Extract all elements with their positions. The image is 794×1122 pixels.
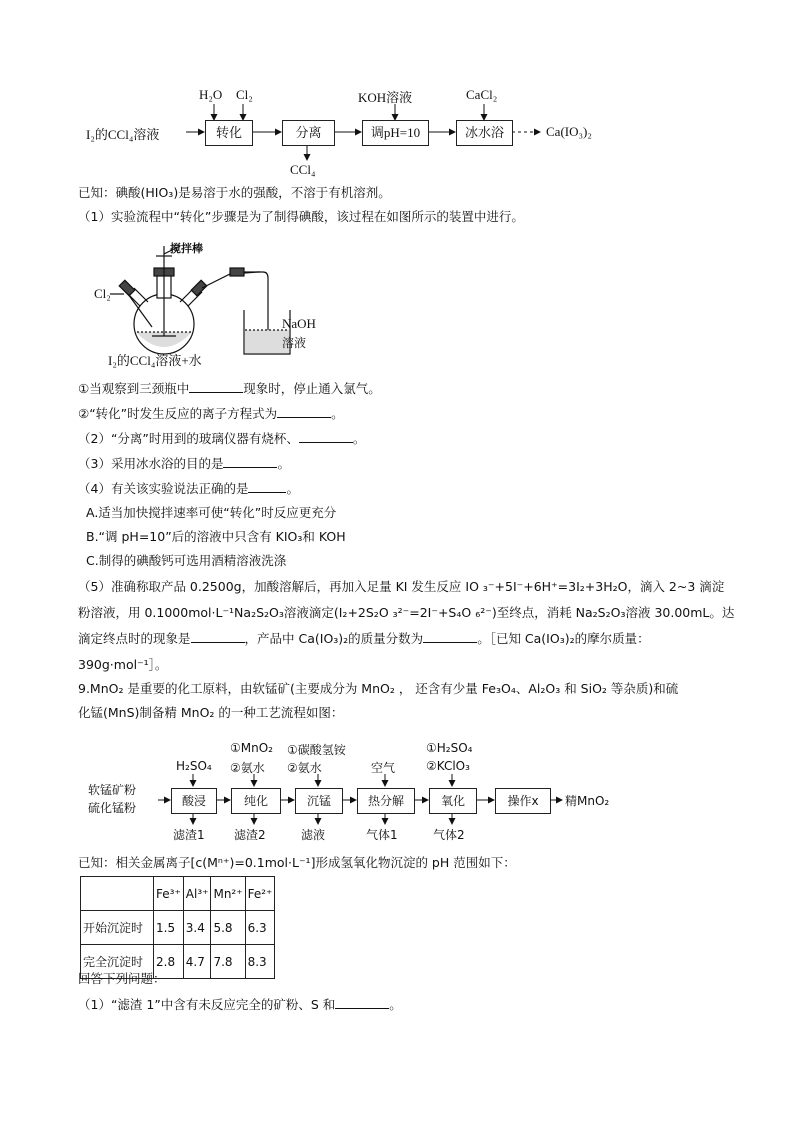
question-5-line1: （5）准确称取产品 0.2500g，加酸溶解后，再加入足量 KI 发生反应 IO ₃⁻+5I⁻+6H⁺=3I₂+3H₂O，滴入 2~3 滴淀 <box>78 579 725 594</box>
table-header-row <box>81 877 275 911</box>
table-cell: 7.8 <box>211 945 245 979</box>
known-note-1: 已知：碘酸(HIO₃)是易溶于水的强酸，不溶于有机溶剂。 <box>78 185 391 200</box>
question-5-line3: 滴定终点时的现象是 ，产品中 Ca(IO₃)₂的质量分数为 。［已知 Ca(IO₃)₂的摩尔质量： <box>78 631 650 646</box>
question-5-line2: 粉溶液，用 0.1000mol·L⁻¹Na₂S₂O₃溶液滴定(I₂+2S₂O ₃²⁻=2I⁻+S₄O ₆²⁻)至终点，消耗 Na₂S₂O₃溶液 30.00mL。达 <box>78 605 735 620</box>
problem-9-line1: 9.MnO₂ 是重要的化工原料，由软锰矿(主要成分为 MnO₂ ， 还含有少量 Fe₃O₄、Al₂O₃ 和 SiO₂ 等杂质)和硫 <box>78 681 679 696</box>
naoh-solution-label: 溶液 <box>282 336 307 350</box>
table-cell: 1.5 <box>154 911 184 945</box>
flow1-step-icebath: 冰水浴 <box>456 120 513 146</box>
answer-blank[interactable] <box>299 430 353 443</box>
question-1-1: ①当观察到三颈瓶中 现象时，停止通入氯气。 <box>78 381 381 396</box>
flow1-input-cl2: Cl₂ <box>236 87 253 102</box>
question-5-line4: 390g·mol⁻¹］。 <box>78 657 168 672</box>
question-3: （3）采用冰水浴的目的是 。 <box>78 456 290 471</box>
flow2-in-precip-2: ②氨水 <box>287 761 322 775</box>
answer-blank[interactable] <box>423 630 477 643</box>
flow2-in-purify-1: ①MnO₂ <box>230 741 273 755</box>
question-9-1: （1）“滤渣 1”中含有未反应完全的矿粉、S 和 。 <box>78 997 402 1012</box>
flow2-in-oxidize-2: ②KClO₃ <box>426 759 470 773</box>
chlorine-label: Cl₂ <box>94 286 111 301</box>
table-cell: 2.8 <box>154 945 184 979</box>
flow1-product: Ca(IO₃)₂ <box>546 124 592 139</box>
question-1: （1）实验流程中“转化”步骤是为了制得碘酸，该过程在如图所示的装置中进行。 <box>78 209 524 224</box>
question-2: （2）“分离”时用到的玻璃仪器有烧杯、 。 <box>78 431 366 446</box>
answer-blank[interactable] <box>248 480 286 493</box>
option-b: B.“调 pH=10”后的溶液中只含有 KIO₃和 KOH <box>86 529 346 544</box>
naoh-label: NaOH <box>282 316 316 331</box>
flow2-out-residue1: 滤渣1 <box>173 828 205 842</box>
option-c: C.制得的碘酸钙可选用酒精溶液洗涤 <box>86 553 287 568</box>
flow2-in-precip-1: ①碳酸氢铵 <box>287 743 346 757</box>
stirrer-label: 搅拌棒 <box>170 242 203 255</box>
flow2-step-decompose: 热分解 <box>357 788 415 814</box>
flow2-start-2: 硫化锰粉 <box>88 801 137 815</box>
answer-intro: 回答下列问题： <box>78 971 166 986</box>
table-header-fe2: Fe²⁺ <box>245 877 275 911</box>
flow2-out-gas2: 气体2 <box>433 828 465 842</box>
table-cell: 8.3 <box>245 945 275 979</box>
flow1-input-koh: KOH溶液 <box>358 90 413 105</box>
answer-blank[interactable] <box>277 405 331 418</box>
table-cell: 6.3 <box>245 911 275 945</box>
flow2-step-purify: 纯化 <box>231 788 281 814</box>
question-1-2: ②“转化”时发生反应的离子方程式为 。 <box>78 406 344 421</box>
flow1-input-water: H₂O <box>199 87 223 102</box>
flow2-step-precipitate: 沉锰 <box>295 788 343 814</box>
flow2-step-acid: 酸浸 <box>171 788 217 814</box>
table-cell: 4.7 <box>183 945 211 979</box>
flow1-byproduct: CCl₄ <box>290 162 316 177</box>
flow1-step-separate: 分离 <box>282 120 335 146</box>
answer-blank[interactable] <box>191 630 245 643</box>
flow2-step-operation: 操作x <box>495 788 551 814</box>
flow2-start-1: 软锰矿粉 <box>88 783 137 797</box>
flask-content-label: I₂的CCl₄溶液+水 <box>108 353 202 368</box>
table-header-mn2: Mn²⁺ <box>211 877 245 911</box>
table-row-label: 开始沉淀时 <box>81 911 154 945</box>
problem-9-line2: 化锰(MnS)制备精 MnO₂ 的一种工艺流程如图： <box>78 705 344 720</box>
answer-blank[interactable] <box>335 996 389 1009</box>
flow2-in-air: 空气 <box>371 761 396 775</box>
question-4: （4）有关该实验说法正确的是 。 <box>78 481 299 496</box>
flow2-out-residue2: 滤渣2 <box>234 828 266 842</box>
table-cell <box>81 877 154 911</box>
table-cell: 3.4 <box>183 911 211 945</box>
table-row <box>81 911 275 945</box>
flow2-in-acid: H₂SO₄ <box>176 759 212 773</box>
table-row-label: 完全沉淀时 <box>81 945 154 979</box>
ph-table <box>80 876 275 979</box>
flow1-start: I₂的CCl₄溶液 <box>86 127 160 142</box>
table-header-fe3: Fe³⁺ <box>154 877 184 911</box>
flow2-step-oxidize: 氧化 <box>429 788 477 814</box>
flow2-out-filtrate: 滤液 <box>301 828 326 842</box>
flow1-step-convert: 转化 <box>205 120 253 146</box>
flow1-step-ph: 调pH=10 <box>362 120 429 146</box>
option-a: A.适当加快搅拌速率可使“转化”时反应更充分 <box>86 505 337 520</box>
flow2-in-oxidize-1: ①H₂SO₄ <box>426 741 473 755</box>
flow2-product: 精MnO₂ <box>565 794 610 808</box>
answer-blank[interactable] <box>223 455 277 468</box>
flow2-out-gas1: 气体1 <box>366 828 398 842</box>
flow1-input-cacl2: CaCl₂ <box>466 87 498 102</box>
flow2-in-purify-2: ②氨水 <box>230 761 265 775</box>
answer-blank[interactable] <box>189 380 243 393</box>
table-cell: 5.8 <box>211 911 245 945</box>
known-note-2: 已知：相关金属离子[c(Mⁿ⁺)=0.1mol·L⁻¹]形成氢氧化物沉淀的 pH 范围如下： <box>78 855 516 870</box>
table-header-al3: Al³⁺ <box>183 877 211 911</box>
